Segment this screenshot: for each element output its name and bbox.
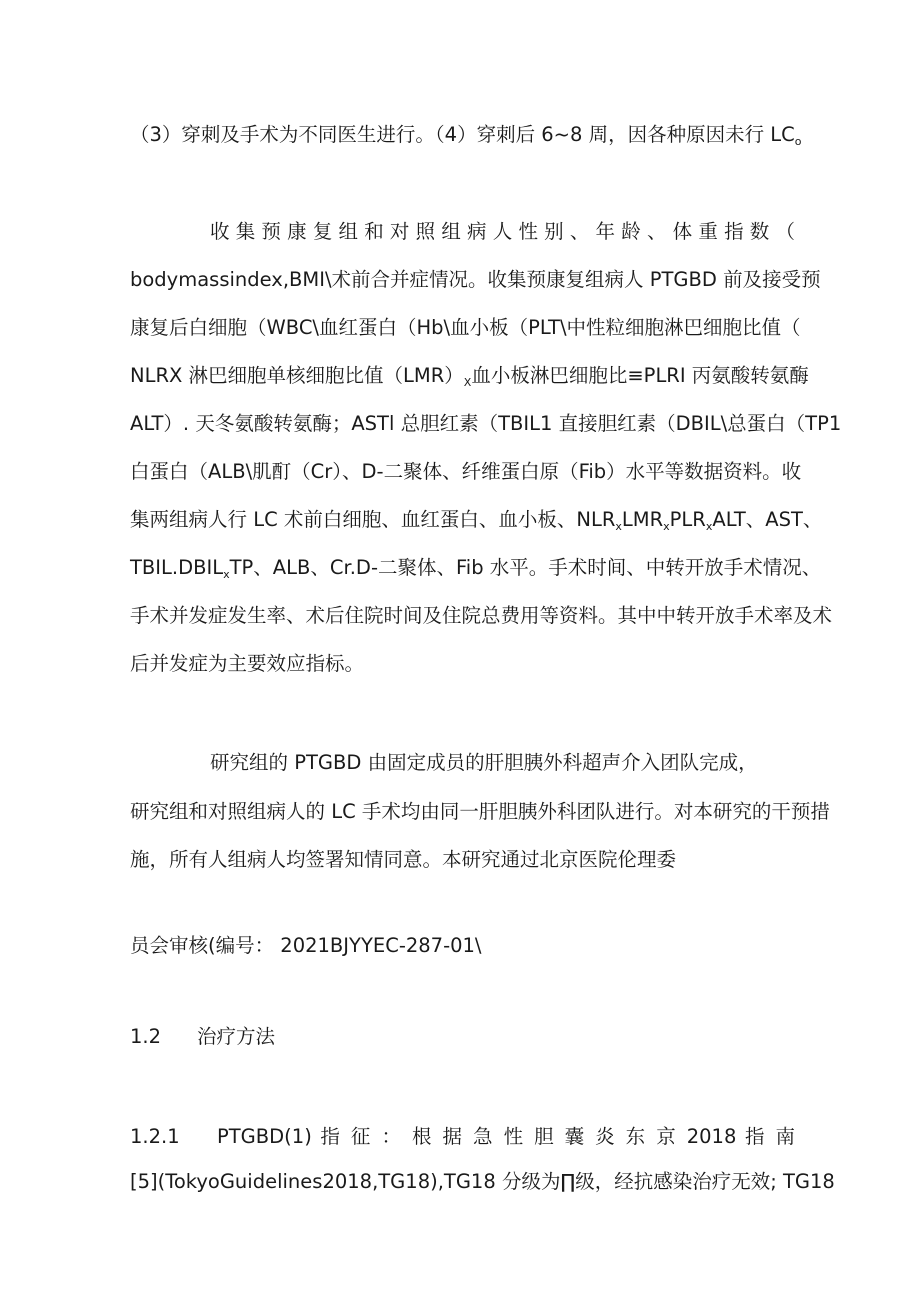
section-1-2-1-line2: [5](TokyoGuidelines2018,TG18),TG18 分级为∏级，经抗感染治疗无效; TG18: [130, 1170, 835, 1193]
section-1-2-1-number: 1.2.1: [130, 1125, 180, 1148]
section-1-2-title: 治疗方法: [197, 1025, 276, 1048]
para2-line6: 白蛋白（ALB\肌酊（Cr）、D-二聚体、纤维蛋白原（Fib）水平等数据资料。收: [130, 460, 802, 483]
para2-line8: $TBIL.DBIL_xTP$、ALB、Cr.D-二聚体、Fib 水平。手术时间、中转开放手术情况、: [130, 556, 822, 581]
para1-line1: （3）穿刺及手术为不同医生进行。（4）穿刺后 6~8 周，因各种原因未行 $LC_o$: [130, 123, 802, 148]
para2-line7: 集两组病人行 LC 术前白细胞、血红蛋白、血小板、$NLR_xLMR_xPLR_xALT$、AST、: [130, 508, 823, 533]
para2-line3: 康复后白细胞（WBC\血红蛋白（Hb\血小板（PLT\中性粒细胞淋巴细胞比值（: [130, 316, 801, 339]
para2-line5: ALT）. 天冬氨酸转氨酶；ASTl 总胆红素（TBIL1 直接胆红素（DBIL\总蛋白（TP1: [130, 412, 842, 435]
para2-line2: bodymassindex,BMI\术前合并症情况。收集预康复组病人 PTGBD 前及接受预: [130, 268, 821, 291]
para2-line10: 后并发症为主要效应指标。: [130, 652, 365, 675]
para2-line9: 手术并发症发生率、术后住院时间及住院总费用等资料。其中中转开放手术率及术: [130, 604, 833, 627]
para2-line4: NLRX 淋巴细胞单核细胞比值$(LMR)_X$血小板淋巴细胞比≡PLRI 丙氨酸转氨酶: [130, 364, 809, 389]
para3-line3: 施，所有人组病人均签署知情同意。本研究通过北京医院伦理委: [130, 848, 677, 871]
section-1-2-1-line1: PTGBD(1) 指 征 ： 根 据 急 性 胆 囊 炎 东 京 2018 指 南: [217, 1125, 795, 1148]
para3-line1: 研究组的 PTGBD 由固定成员的肝胆胰外科超声介入团队完成，: [210, 751, 758, 774]
section-1-2-number: 1.2: [130, 1025, 162, 1048]
para3-line2: 研究组和对照组病人的 LC 手术均由同一肝胆胰外科团队进行。对本研究的干预措: [130, 800, 830, 823]
para2-line1: 收集预康复组和对照组病人性别、年龄、体重指数（: [210, 220, 795, 243]
para3-line4: 员会审核(编号： 2021BJYYEC-287-01\: [130, 934, 482, 957]
